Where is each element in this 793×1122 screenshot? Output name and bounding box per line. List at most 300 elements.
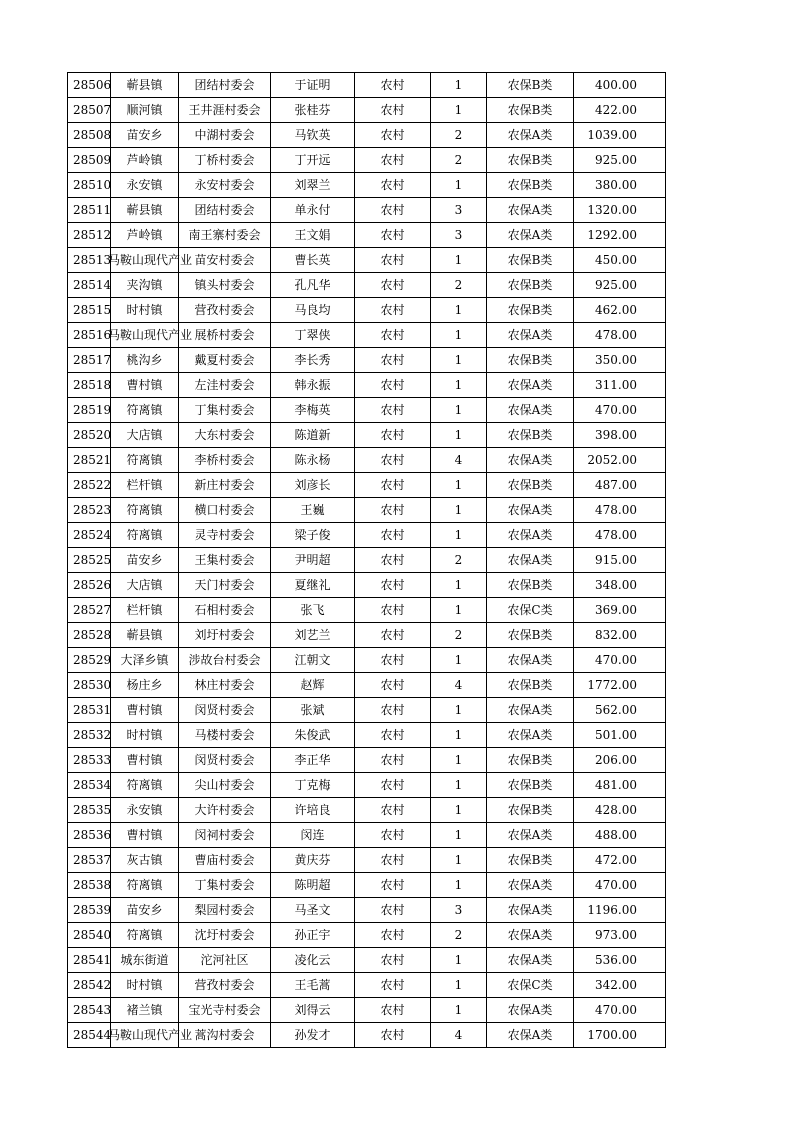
area-type-cell: 农村 — [355, 1023, 431, 1048]
record-id-cell: 28511 — [68, 198, 111, 223]
table-row — [68, 873, 666, 898]
village-cell: 新庄村委会 — [179, 473, 271, 498]
record-id-cell: 28540 — [68, 923, 111, 948]
record-id-cell: 28506 — [68, 73, 111, 98]
table-row — [68, 473, 666, 498]
name-cell: 陈永杨 — [271, 448, 355, 473]
village-cell: 大许村委会 — [179, 798, 271, 823]
household-count-cell: 1 — [431, 948, 487, 973]
area-type-cell: 农村 — [355, 298, 431, 323]
village-cell: 丁集村委会 — [179, 873, 271, 898]
town-cell: 马鞍山现代产业 — [111, 323, 179, 348]
town-cell: 苗安乡 — [111, 898, 179, 923]
name-cell: 梁子俊 — [271, 523, 355, 548]
name-cell: 孙正宇 — [271, 923, 355, 948]
table-row — [68, 773, 666, 798]
name-cell: 朱俊武 — [271, 723, 355, 748]
table-row — [68, 673, 666, 698]
household-count-cell: 3 — [431, 898, 487, 923]
record-id-cell: 28527 — [68, 598, 111, 623]
amount-cell: 562.00 — [574, 698, 666, 723]
household-count-cell: 1 — [431, 648, 487, 673]
town-cell: 时村镇 — [111, 723, 179, 748]
record-id-cell: 28530 — [68, 673, 111, 698]
area-type-cell: 农村 — [355, 448, 431, 473]
record-id-cell: 28539 — [68, 898, 111, 923]
record-id-cell: 28531 — [68, 698, 111, 723]
village-cell: 大东村委会 — [179, 423, 271, 448]
town-cell: 芦岭镇 — [111, 223, 179, 248]
name-cell: 马圣文 — [271, 898, 355, 923]
household-count-cell: 1 — [431, 473, 487, 498]
name-cell: 曹长英 — [271, 248, 355, 273]
category-cell: 农保A类 — [487, 373, 574, 398]
record-id-cell: 28509 — [68, 148, 111, 173]
area-type-cell: 农村 — [355, 148, 431, 173]
name-cell: 陈明超 — [271, 873, 355, 898]
record-id-cell: 28536 — [68, 823, 111, 848]
record-id-cell: 28532 — [68, 723, 111, 748]
area-type-cell: 农村 — [355, 598, 431, 623]
name-cell: 张斌 — [271, 698, 355, 723]
category-cell: 农保A类 — [487, 648, 574, 673]
record-id-cell: 28516 — [68, 323, 111, 348]
record-id-cell: 28525 — [68, 548, 111, 573]
category-cell: 农保A类 — [487, 523, 574, 548]
amount-cell: 973.00 — [574, 923, 666, 948]
area-type-cell: 农村 — [355, 873, 431, 898]
area-type-cell: 农村 — [355, 223, 431, 248]
town-cell: 苗安乡 — [111, 123, 179, 148]
household-count-cell: 1 — [431, 848, 487, 873]
category-cell: 农保B类 — [487, 298, 574, 323]
village-cell: 涉故台村委会 — [179, 648, 271, 673]
amount-cell: 1772.00 — [574, 673, 666, 698]
household-count-cell: 1 — [431, 723, 487, 748]
category-cell: 农保B类 — [487, 73, 574, 98]
table-row — [68, 423, 666, 448]
town-cell: 曹村镇 — [111, 373, 179, 398]
name-cell: 韩永振 — [271, 373, 355, 398]
town-cell: 杨庄乡 — [111, 673, 179, 698]
village-cell: 蒿沟村委会 — [179, 1023, 271, 1048]
household-count-cell: 1 — [431, 373, 487, 398]
amount-cell: 487.00 — [574, 473, 666, 498]
category-cell: 农保B类 — [487, 473, 574, 498]
category-cell: 农保B类 — [487, 773, 574, 798]
area-type-cell: 农村 — [355, 73, 431, 98]
category-cell: 农保A类 — [487, 123, 574, 148]
town-cell: 栏杆镇 — [111, 598, 179, 623]
category-cell: 农保C类 — [487, 973, 574, 998]
record-id-cell: 28544 — [68, 1023, 111, 1048]
category-cell: 农保A类 — [487, 873, 574, 898]
area-type-cell: 农村 — [355, 423, 431, 448]
town-cell: 永安镇 — [111, 173, 179, 198]
name-cell: 孔凡华 — [271, 273, 355, 298]
household-count-cell: 1 — [431, 873, 487, 898]
category-cell: 农保B类 — [487, 248, 574, 273]
category-cell: 农保A类 — [487, 498, 574, 523]
table-row — [68, 573, 666, 598]
area-type-cell: 农村 — [355, 973, 431, 998]
household-count-cell: 1 — [431, 598, 487, 623]
record-id-cell: 28538 — [68, 873, 111, 898]
town-cell: 符离镇 — [111, 498, 179, 523]
town-cell: 大泽乡镇 — [111, 648, 179, 673]
town-cell: 蕲县镇 — [111, 73, 179, 98]
household-count-cell: 1 — [431, 573, 487, 598]
table-row — [68, 998, 666, 1023]
category-cell: 农保A类 — [487, 723, 574, 748]
category-cell: 农保A类 — [487, 1023, 574, 1048]
household-count-cell: 1 — [431, 248, 487, 273]
household-count-cell: 2 — [431, 548, 487, 573]
town-cell: 芦岭镇 — [111, 148, 179, 173]
area-type-cell: 农村 — [355, 523, 431, 548]
amount-cell: 470.00 — [574, 398, 666, 423]
name-cell: 陈道新 — [271, 423, 355, 448]
data-table — [67, 72, 666, 1048]
table-row — [68, 273, 666, 298]
table-row — [68, 798, 666, 823]
area-type-cell: 农村 — [355, 998, 431, 1023]
amount-cell: 1196.00 — [574, 898, 666, 923]
area-type-cell: 农村 — [355, 273, 431, 298]
table-row — [68, 348, 666, 373]
table-row — [68, 648, 666, 673]
category-cell: 农保A类 — [487, 698, 574, 723]
amount-cell: 470.00 — [574, 998, 666, 1023]
amount-cell: 481.00 — [574, 773, 666, 798]
table-row — [68, 1023, 666, 1048]
town-cell: 永安镇 — [111, 798, 179, 823]
village-cell: 梨园村委会 — [179, 898, 271, 923]
category-cell: 农保A类 — [487, 998, 574, 1023]
category-cell: 农保B类 — [487, 273, 574, 298]
amount-cell: 478.00 — [574, 498, 666, 523]
town-cell: 马鞍山现代产业 — [111, 248, 179, 273]
category-cell: 农保A类 — [487, 923, 574, 948]
table-row — [68, 73, 666, 98]
name-cell: 王毛蒿 — [271, 973, 355, 998]
amount-cell: 380.00 — [574, 173, 666, 198]
town-cell: 符离镇 — [111, 873, 179, 898]
name-cell: 尹明超 — [271, 548, 355, 573]
record-id-cell: 28526 — [68, 573, 111, 598]
record-id-cell: 28515 — [68, 298, 111, 323]
table-row — [68, 323, 666, 348]
amount-cell: 925.00 — [574, 148, 666, 173]
area-type-cell: 农村 — [355, 323, 431, 348]
household-count-cell: 2 — [431, 273, 487, 298]
amount-cell: 472.00 — [574, 848, 666, 873]
table-row — [68, 448, 666, 473]
household-count-cell: 1 — [431, 748, 487, 773]
town-cell: 灰古镇 — [111, 848, 179, 873]
amount-cell: 428.00 — [574, 798, 666, 823]
village-cell: 丁桥村委会 — [179, 148, 271, 173]
name-cell: 丁翠侠 — [271, 323, 355, 348]
household-count-cell: 1 — [431, 398, 487, 423]
record-id-cell: 28514 — [68, 273, 111, 298]
name-cell: 许培良 — [271, 798, 355, 823]
name-cell: 王巍 — [271, 498, 355, 523]
area-type-cell: 农村 — [355, 773, 431, 798]
amount-cell: 206.00 — [574, 748, 666, 773]
village-cell: 团结村委会 — [179, 198, 271, 223]
record-id-cell: 28534 — [68, 773, 111, 798]
record-id-cell: 28510 — [68, 173, 111, 198]
name-cell: 丁开远 — [271, 148, 355, 173]
village-cell: 左洼村委会 — [179, 373, 271, 398]
name-cell: 闵连 — [271, 823, 355, 848]
village-cell: 苗安村委会 — [179, 248, 271, 273]
household-count-cell: 1 — [431, 348, 487, 373]
amount-cell: 488.00 — [574, 823, 666, 848]
name-cell: 张飞 — [271, 598, 355, 623]
town-cell: 曹村镇 — [111, 823, 179, 848]
village-cell: 刘圩村委会 — [179, 623, 271, 648]
area-type-cell: 农村 — [355, 798, 431, 823]
area-type-cell: 农村 — [355, 923, 431, 948]
amount-cell: 915.00 — [574, 548, 666, 573]
name-cell: 马良均 — [271, 298, 355, 323]
area-type-cell: 农村 — [355, 398, 431, 423]
amount-cell: 470.00 — [574, 873, 666, 898]
record-id-cell: 28517 — [68, 348, 111, 373]
name-cell: 刘艺兰 — [271, 623, 355, 648]
name-cell: 李长秀 — [271, 348, 355, 373]
household-count-cell: 1 — [431, 173, 487, 198]
household-count-cell: 1 — [431, 323, 487, 348]
record-id-cell: 28542 — [68, 973, 111, 998]
town-cell: 时村镇 — [111, 298, 179, 323]
category-cell: 农保A类 — [487, 198, 574, 223]
town-cell: 蕲县镇 — [111, 198, 179, 223]
category-cell: 农保A类 — [487, 398, 574, 423]
table-row — [68, 398, 666, 423]
name-cell: 刘翠兰 — [271, 173, 355, 198]
household-count-cell: 1 — [431, 973, 487, 998]
village-cell: 灵寺村委会 — [179, 523, 271, 548]
category-cell: 农保B类 — [487, 98, 574, 123]
household-count-cell: 2 — [431, 623, 487, 648]
category-cell: 农保B类 — [487, 623, 574, 648]
household-count-cell: 1 — [431, 698, 487, 723]
village-cell: 闵贤村委会 — [179, 748, 271, 773]
village-cell: 展桥村委会 — [179, 323, 271, 348]
name-cell: 丁克梅 — [271, 773, 355, 798]
household-count-cell: 1 — [431, 73, 487, 98]
area-type-cell: 农村 — [355, 123, 431, 148]
name-cell: 张桂芬 — [271, 98, 355, 123]
amount-cell: 342.00 — [574, 973, 666, 998]
town-cell: 曹村镇 — [111, 748, 179, 773]
record-id-cell: 28507 — [68, 98, 111, 123]
table-row — [68, 548, 666, 573]
name-cell: 李梅英 — [271, 398, 355, 423]
village-cell: 马楼村委会 — [179, 723, 271, 748]
town-cell: 符离镇 — [111, 923, 179, 948]
area-type-cell: 农村 — [355, 573, 431, 598]
town-cell: 大店镇 — [111, 573, 179, 598]
amount-cell: 400.00 — [574, 73, 666, 98]
village-cell: 丁集村委会 — [179, 398, 271, 423]
village-cell: 林庄村委会 — [179, 673, 271, 698]
area-type-cell: 农村 — [355, 698, 431, 723]
name-cell: 李正华 — [271, 748, 355, 773]
category-cell: 农保A类 — [487, 323, 574, 348]
amount-cell: 398.00 — [574, 423, 666, 448]
table-body — [68, 73, 666, 1048]
household-count-cell: 4 — [431, 673, 487, 698]
area-type-cell: 农村 — [355, 948, 431, 973]
table-row — [68, 973, 666, 998]
category-cell: 农保B类 — [487, 423, 574, 448]
area-type-cell: 农村 — [355, 548, 431, 573]
amount-cell: 501.00 — [574, 723, 666, 748]
town-cell: 大店镇 — [111, 423, 179, 448]
category-cell: 农保A类 — [487, 898, 574, 923]
amount-cell: 832.00 — [574, 623, 666, 648]
record-id-cell: 28518 — [68, 373, 111, 398]
town-cell: 顺河镇 — [111, 98, 179, 123]
amount-cell: 1292.00 — [574, 223, 666, 248]
table-row — [68, 723, 666, 748]
household-count-cell: 1 — [431, 523, 487, 548]
category-cell: 农保B类 — [487, 673, 574, 698]
village-cell: 永安村委会 — [179, 173, 271, 198]
record-id-cell: 28508 — [68, 123, 111, 148]
amount-cell: 311.00 — [574, 373, 666, 398]
village-cell: 王井涯村委会 — [179, 98, 271, 123]
amount-cell: 478.00 — [574, 323, 666, 348]
record-id-cell: 28529 — [68, 648, 111, 673]
town-cell: 桃沟乡 — [111, 348, 179, 373]
table-row — [68, 623, 666, 648]
area-type-cell: 农村 — [355, 348, 431, 373]
area-type-cell: 农村 — [355, 373, 431, 398]
town-cell: 符离镇 — [111, 523, 179, 548]
village-cell: 闵贤村委会 — [179, 698, 271, 723]
record-id-cell: 28524 — [68, 523, 111, 548]
name-cell: 王文娟 — [271, 223, 355, 248]
household-count-cell: 1 — [431, 823, 487, 848]
amount-cell: 2052.00 — [574, 448, 666, 473]
table-row — [68, 373, 666, 398]
area-type-cell: 农村 — [355, 898, 431, 923]
area-type-cell: 农村 — [355, 498, 431, 523]
table-row — [68, 848, 666, 873]
name-cell: 马钦英 — [271, 123, 355, 148]
table-row — [68, 248, 666, 273]
table-row — [68, 748, 666, 773]
village-cell: 中湖村委会 — [179, 123, 271, 148]
table-row — [68, 923, 666, 948]
village-cell: 天门村委会 — [179, 573, 271, 598]
record-id-cell: 28541 — [68, 948, 111, 973]
household-count-cell: 3 — [431, 223, 487, 248]
town-cell: 城东街道 — [111, 948, 179, 973]
town-cell: 马鞍山现代产业 — [111, 1023, 179, 1048]
village-cell: 营孜村委会 — [179, 298, 271, 323]
household-count-cell: 2 — [431, 123, 487, 148]
area-type-cell: 农村 — [355, 823, 431, 848]
table-row — [68, 698, 666, 723]
village-cell: 闵祠村委会 — [179, 823, 271, 848]
town-cell: 夹沟镇 — [111, 273, 179, 298]
category-cell: 农保B类 — [487, 748, 574, 773]
amount-cell: 450.00 — [574, 248, 666, 273]
record-id-cell: 28528 — [68, 623, 111, 648]
area-type-cell: 农村 — [355, 98, 431, 123]
town-cell: 褚兰镇 — [111, 998, 179, 1023]
category-cell: 农保B类 — [487, 148, 574, 173]
household-count-cell: 1 — [431, 423, 487, 448]
town-cell: 符离镇 — [111, 448, 179, 473]
record-id-cell: 28543 — [68, 998, 111, 1023]
table-row — [68, 223, 666, 248]
amount-cell: 925.00 — [574, 273, 666, 298]
village-cell: 李桥村委会 — [179, 448, 271, 473]
table-row — [68, 598, 666, 623]
amount-cell: 348.00 — [574, 573, 666, 598]
village-cell: 镇头村委会 — [179, 273, 271, 298]
household-count-cell: 2 — [431, 923, 487, 948]
category-cell: 农保B类 — [487, 798, 574, 823]
area-type-cell: 农村 — [355, 248, 431, 273]
amount-cell: 422.00 — [574, 98, 666, 123]
area-type-cell: 农村 — [355, 623, 431, 648]
household-count-cell: 1 — [431, 298, 487, 323]
table-row — [68, 823, 666, 848]
village-cell: 营孜村委会 — [179, 973, 271, 998]
name-cell: 于证明 — [271, 73, 355, 98]
record-id-cell: 28535 — [68, 798, 111, 823]
amount-cell: 350.00 — [574, 348, 666, 373]
household-count-cell: 4 — [431, 448, 487, 473]
household-count-cell: 1 — [431, 998, 487, 1023]
amount-cell: 462.00 — [574, 298, 666, 323]
village-cell: 宝光寺村委会 — [179, 998, 271, 1023]
town-cell: 栏杆镇 — [111, 473, 179, 498]
village-cell: 横口村委会 — [179, 498, 271, 523]
amount-cell: 369.00 — [574, 598, 666, 623]
household-count-cell: 1 — [431, 498, 487, 523]
category-cell: 农保C类 — [487, 598, 574, 623]
village-cell: 曹庙村委会 — [179, 848, 271, 873]
record-id-cell: 28523 — [68, 498, 111, 523]
category-cell: 农保B类 — [487, 848, 574, 873]
table-row — [68, 498, 666, 523]
record-id-cell: 28512 — [68, 223, 111, 248]
name-cell: 孙发才 — [271, 1023, 355, 1048]
category-cell: 农保A类 — [487, 448, 574, 473]
household-count-cell: 1 — [431, 798, 487, 823]
table-row — [68, 298, 666, 323]
area-type-cell: 农村 — [355, 748, 431, 773]
name-cell: 单永付 — [271, 198, 355, 223]
village-cell: 团结村委会 — [179, 73, 271, 98]
record-id-cell: 28533 — [68, 748, 111, 773]
name-cell: 刘得云 — [271, 998, 355, 1023]
record-id-cell: 28537 — [68, 848, 111, 873]
record-id-cell: 28520 — [68, 423, 111, 448]
area-type-cell: 农村 — [355, 848, 431, 873]
table-row — [68, 198, 666, 223]
category-cell: 农保A类 — [487, 823, 574, 848]
